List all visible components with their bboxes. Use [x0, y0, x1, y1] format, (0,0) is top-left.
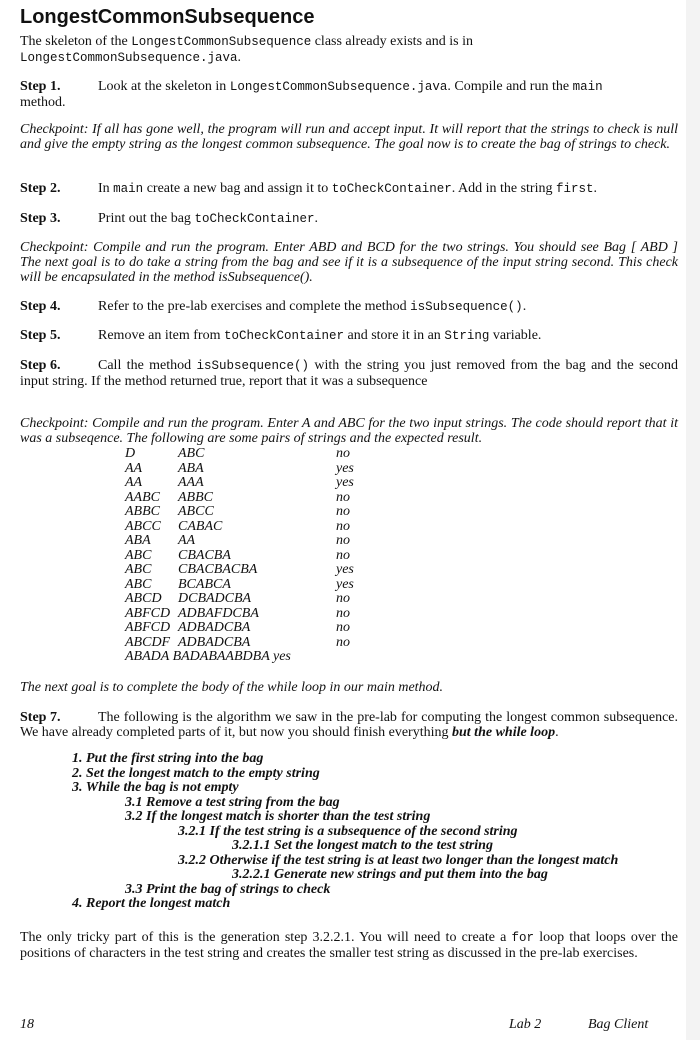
step-label: Step 5.: [20, 328, 61, 343]
step-label: Step 2.: [20, 181, 61, 196]
table-row: [125, 491, 385, 506]
test-string: ABA: [178, 460, 204, 476]
expected-result: yes: [336, 460, 354, 476]
algorithm-list: [72, 752, 672, 912]
closing-code: for: [511, 931, 535, 945]
table-row: [125, 462, 385, 477]
expected-result: no: [336, 518, 350, 534]
test-string: ABCC: [178, 504, 214, 519]
intro-text: The skeleton of the: [20, 34, 132, 49]
step-code: toCheckContainer: [331, 182, 452, 196]
test-string: ABBC: [178, 489, 213, 505]
expected-result: no: [336, 504, 350, 519]
test-string: AA: [178, 533, 196, 548]
step-code: toCheckContainer: [223, 329, 344, 343]
table-row: [125, 534, 385, 549]
expected-result: no: [336, 446, 350, 461]
expected-results-table: [125, 447, 385, 665]
table-row: [125, 607, 385, 622]
step-code: isSubsequence(): [196, 359, 309, 373]
step-6: [20, 358, 678, 389]
step-label: Step 7.: [20, 710, 61, 725]
footer-section: Bag Client: [588, 1017, 649, 1032]
test-string: CABAC: [178, 518, 223, 534]
table-row: [125, 520, 385, 535]
table-row: [125, 636, 385, 651]
step-text: Call the method: [98, 358, 197, 373]
step-text: .: [593, 181, 598, 196]
intro-code-class: LongestCommonSubsequence: [131, 35, 312, 49]
step-code: toCheckContainer: [194, 212, 315, 226]
expected-result: yes: [336, 475, 354, 490]
test-string: DCBADCBA: [178, 591, 252, 606]
test-string: ABBC: [125, 504, 160, 519]
step-label: Step 3.: [20, 211, 61, 226]
step-label: Step 6.: [20, 358, 61, 373]
table-row: [125, 549, 385, 564]
test-string: ADBAFDCBA: [178, 605, 259, 621]
test-string: ABC: [178, 446, 205, 461]
test-string: ADBADCBA: [178, 634, 251, 650]
test-string: ABA: [125, 533, 151, 548]
test-string: ABC: [125, 562, 152, 577]
algorithm-step: 4. Report the longest match: [72, 896, 231, 911]
test-string: AAA: [178, 475, 204, 490]
table-row: [125, 621, 385, 636]
footer-lab: Lab 2: [509, 1017, 542, 1032]
step-text: Look at the skeleton in: [98, 79, 230, 94]
test-string: ABCDF: [125, 634, 171, 650]
checkpoint-1: Checkpoint: If all has gone well, the program will run and accept input. It will report that the strings to check is null and give the empty string as the longest common subsequence. The goal now is to create the bag of strings to check.: [20, 122, 678, 152]
step-code: main: [572, 80, 603, 94]
algorithm-step: 3.2.1 If the test string is a subsequence of the second string: [178, 823, 518, 839]
next-goal-text: The next goal is to complete the body of the while loop in our main method.: [20, 680, 444, 695]
step-text: method.: [20, 95, 66, 110]
test-string: ABCC: [125, 518, 161, 534]
intro-text: class already exists and is in: [311, 34, 473, 49]
intro-paragraph: [20, 34, 678, 66]
expected-result: no: [336, 634, 350, 650]
step-1: [20, 79, 678, 110]
algorithm-step: 3. While the bag is not empty: [72, 780, 239, 795]
test-string: D: [125, 446, 136, 461]
test-string: ABC: [125, 576, 152, 592]
intro-text: .: [237, 50, 242, 65]
table-row: [125, 592, 385, 607]
table-row: [125, 505, 385, 520]
step-code: isSubsequence(): [410, 300, 523, 314]
step-text: . Compile and run the: [447, 79, 573, 94]
table-row: [125, 563, 385, 578]
test-string: AABC: [125, 489, 160, 505]
algorithm-step: 3.2.2.1 Generate new strings and put them into the bag: [232, 867, 548, 882]
algorithm-step: 3.2.2 Otherwise if the test string is at least two longer than the longest match: [178, 852, 619, 868]
step-text: .: [555, 725, 559, 740]
step-5: [20, 328, 678, 344]
expected-result: no: [336, 547, 350, 563]
test-string: ABC: [125, 547, 152, 563]
step-code: LongestCommonSubsequence.java: [229, 80, 448, 94]
algorithm-step: 3.2 If the longest match is shorter than the test string: [125, 809, 431, 824]
table-row: [125, 447, 385, 462]
step-4: [20, 299, 678, 315]
expected-result: no: [336, 605, 350, 621]
table-row: ABADA BADABAABDBA yes: [125, 649, 291, 664]
expected-result: yes: [336, 562, 354, 577]
step-text: with the string you just removed from the bag and the second input string. If the method returned true, report that it was a subsequence: [20, 358, 678, 389]
step-7: [20, 710, 678, 740]
checkpoint-3: Checkpoint: Compile and run the program. Enter A and ABC for the two input strings. The code should report that it was a subseqence. The following are some pairs of strings and the expected result.: [20, 416, 678, 446]
footer-page-number: 18: [20, 1017, 34, 1032]
step-text: create a new bag and assign it to: [143, 181, 332, 196]
table-row: [125, 476, 385, 491]
step-2: [20, 181, 678, 197]
step-3: [20, 211, 678, 227]
test-string: ABCD: [125, 591, 162, 606]
table-row: [125, 578, 385, 593]
algorithm-step: 3.2.1.1 Set the longest match to the test string: [232, 838, 493, 853]
test-string: ADBADCBA: [178, 620, 251, 635]
expected-result: no: [336, 591, 350, 606]
scrollbar-track: [686, 0, 700, 1040]
step-label: Step 4.: [20, 299, 61, 314]
step-text: and store it in an: [344, 328, 445, 343]
test-string: ABFCD: [125, 605, 171, 621]
checkpoint-2: Checkpoint: Compile and run the program. Enter ABD and BCD for the two strings. You should see Bag [ ABD ] The next goal is to do take a string from the bag and see if it is a subsequence of the input string second. This check will be encapsulated in the method isSubsequence().: [20, 240, 678, 285]
step-text: variable.: [489, 328, 542, 343]
test-string: BCABCA: [178, 576, 231, 592]
step-emphasis: but the while loop: [452, 725, 556, 740]
step-text: Print out the bag: [98, 211, 195, 226]
step-code: main: [113, 182, 144, 196]
test-string: ABFCD: [125, 620, 171, 635]
expected-result: yes: [336, 576, 354, 592]
algorithm-step: 3.3 Print the bag of strings to check: [125, 881, 331, 897]
closing-paragraph: [20, 930, 678, 961]
expected-result: no: [336, 533, 350, 548]
closing-text: loop that loops over the positions of characters in the test string and creates the smaller test string as discussed in the pre-lab exercises.: [20, 930, 679, 961]
test-string: AA: [125, 475, 143, 490]
test-string: CBACBA: [178, 547, 231, 563]
algorithm-step: 3.1 Remove a test string from the bag: [125, 794, 340, 810]
step-code: String: [444, 329, 490, 343]
step-text: .: [314, 211, 318, 226]
step-code: first: [556, 182, 594, 196]
algorithm-step: 2. Set the longest match to the empty string: [72, 765, 320, 781]
closing-text: The only tricky part of this is the generation step 3.2.2.1. You will need to create a: [20, 930, 512, 945]
step-text: The following is the algorithm we saw in the pre-lab for computing the longest common subsequence. We have already completed parts of it, but now you should finish everything: [20, 710, 678, 740]
intro-code-file: LongestCommonSubsequence.java: [20, 51, 238, 65]
step-text: Refer to the pre-lab exercises and complete the method: [98, 299, 411, 314]
step-text: In: [98, 181, 114, 196]
page-title: LongestCommonSubsequence: [20, 6, 315, 28]
test-string: CBACBACBA: [178, 562, 258, 577]
step-label: Step 1.: [20, 79, 61, 94]
test-string: AA: [125, 460, 143, 476]
expected-result: no: [336, 489, 350, 505]
step-text: .: [522, 299, 527, 314]
step-text: Remove an item from: [98, 328, 224, 343]
step-text: . Add in the string: [451, 181, 556, 196]
expected-result: no: [336, 620, 350, 635]
algorithm-step: 1. Put the first string into the bag: [72, 751, 264, 766]
